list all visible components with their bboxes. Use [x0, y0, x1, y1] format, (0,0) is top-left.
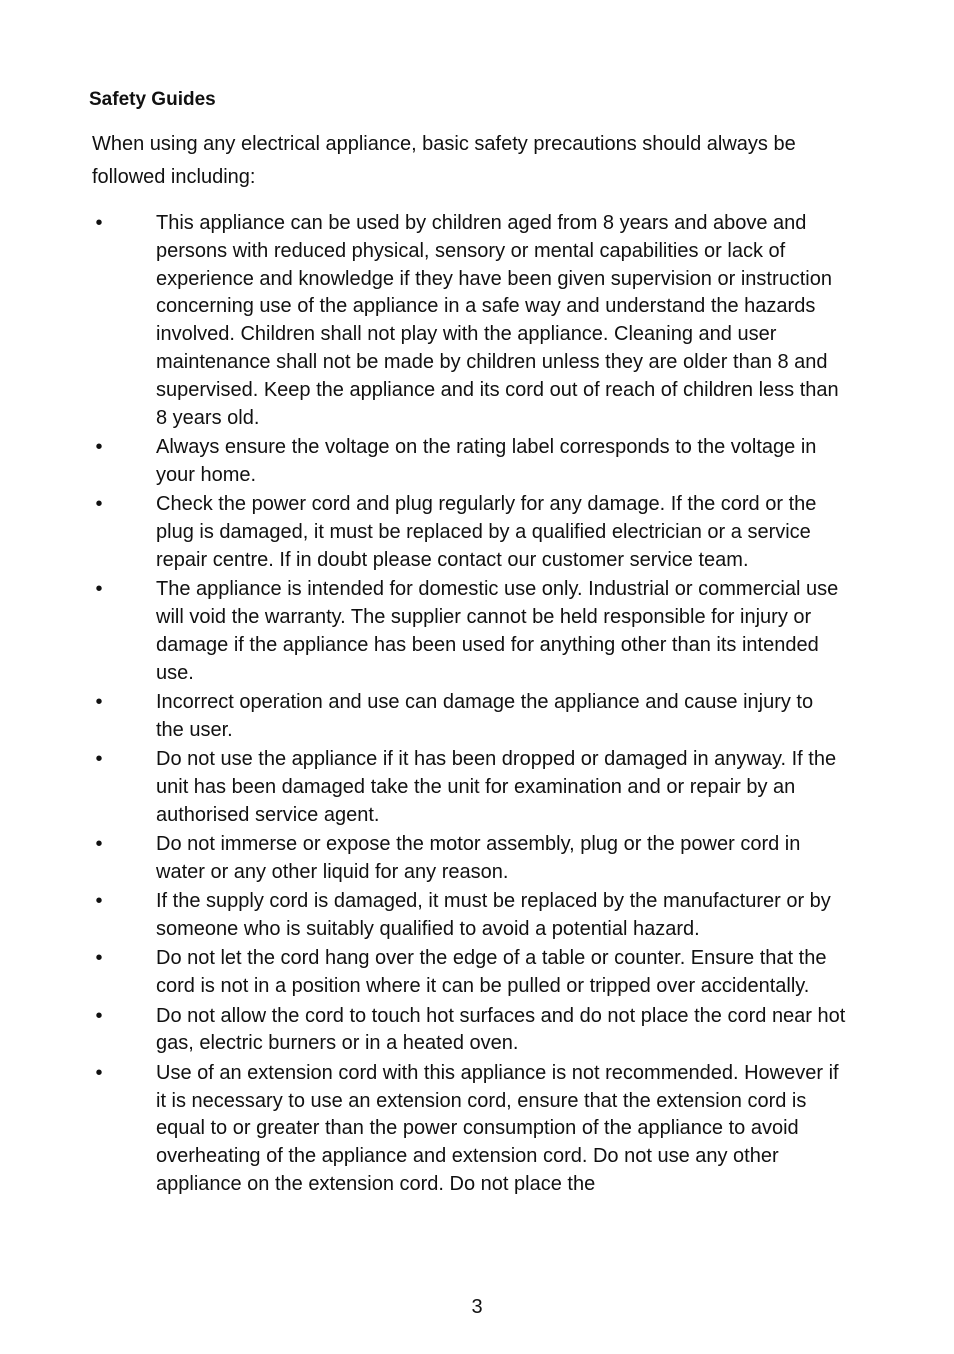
- list-item-text: Check the power cord and plug regularly for any damage. If the cord or the plug is damaged, it must be replaced by a qualified electrician or a service repair centre. If in doubt please contact our customer service team.: [156, 493, 817, 571]
- list-item-text: Use of an extension cord with this appliance is not recommended. However if it is necessary to use an extension cord, ensure that the extension cord is equal to or greater than the power consumption of the appliance to avoid overheating of the appliance and extension cord. Do not use any other appliance on the extension cord. Do not place the: [156, 1061, 839, 1196]
- bullet-icon: •: [95, 833, 103, 856]
- bullet-icon: •: [95, 1004, 103, 1027]
- list-item: [0, 491, 846, 574]
- intro-paragraph: When using any electrical appliance, basic safety precautions should always be followed including:: [92, 133, 796, 188]
- list-item-text: If the supply cord is damaged, it must be replaced by the manufacturer or by someone who is suitably qualified to avoid a potential hazard.: [156, 890, 831, 941]
- list-item: [0, 746, 846, 829]
- page-number: 3: [471, 1296, 483, 1318]
- bullet-icon: •: [95, 1061, 103, 1084]
- list-item: [0, 1060, 846, 1199]
- list-item-text: Do not let the cord hang over the edge of a table or counter. Ensure that the cord is not in a position where it can be pulled or tripped over accidentally.: [156, 947, 827, 998]
- list-item: [0, 831, 846, 887]
- bullet-icon: •: [95, 212, 103, 234]
- bullet-icon: •: [95, 890, 103, 913]
- list-item-text: Do not immerse or expose the motor assembly, plug or the power cord in water or any other liquid for any reason.: [156, 833, 801, 883]
- list-item: [0, 576, 846, 687]
- list-item-text: Do not allow the cord to touch hot surfaces and do not place the cord near hot gas, electric burners or in a heated oven.: [156, 1004, 846, 1055]
- list-item-text: Always ensure the voltage on the rating label corresponds to the voltage in your home.: [156, 435, 817, 486]
- list-item: [0, 434, 846, 490]
- bullet-icon: •: [95, 493, 103, 516]
- bullet-icon: •: [95, 748, 103, 771]
- bullet-icon: •: [95, 690, 103, 713]
- list-item: [0, 210, 846, 432]
- bullet-icon: •: [95, 578, 103, 601]
- section-heading: Safety Guides: [89, 89, 216, 110]
- list-item: [0, 689, 846, 745]
- list-item: [0, 945, 846, 1001]
- list-item-text: This appliance can be used by children aged from 8 years and above and persons with reduced physical, sensory or mental capabilities or lack of experience and knowledge if they have been given supervision or instruction concerning use of the appliance in a safe way and understand the hazards involved. Children shall not play with the appliance. Cleaning and user maintenance shall not be made by children unless they are older than 8 and supervised. Keep the appliance and its cord out of reach of children less than 8 years old.: [156, 212, 839, 429]
- bullet-icon: •: [95, 947, 103, 970]
- list-item: [0, 888, 846, 944]
- list-item: [0, 1003, 846, 1059]
- safety-list: [0, 210, 954, 1200]
- list-item-text: Incorrect operation and use can damage the appliance and cause injury to the user.: [156, 690, 814, 741]
- list-item-text: Do not use the appliance if it has been dropped or damaged in anyway. If the unit has been damaged take the unit for examination and or repair by an authorised service agent.: [156, 748, 837, 826]
- bullet-icon: •: [95, 435, 103, 458]
- list-item-text: The appliance is intended for domestic use only. Industrial or commercial use will void the warranty. The supplier cannot be held responsible for injury or damage if the appliance has been used for anything other than its intended use.: [156, 578, 839, 684]
